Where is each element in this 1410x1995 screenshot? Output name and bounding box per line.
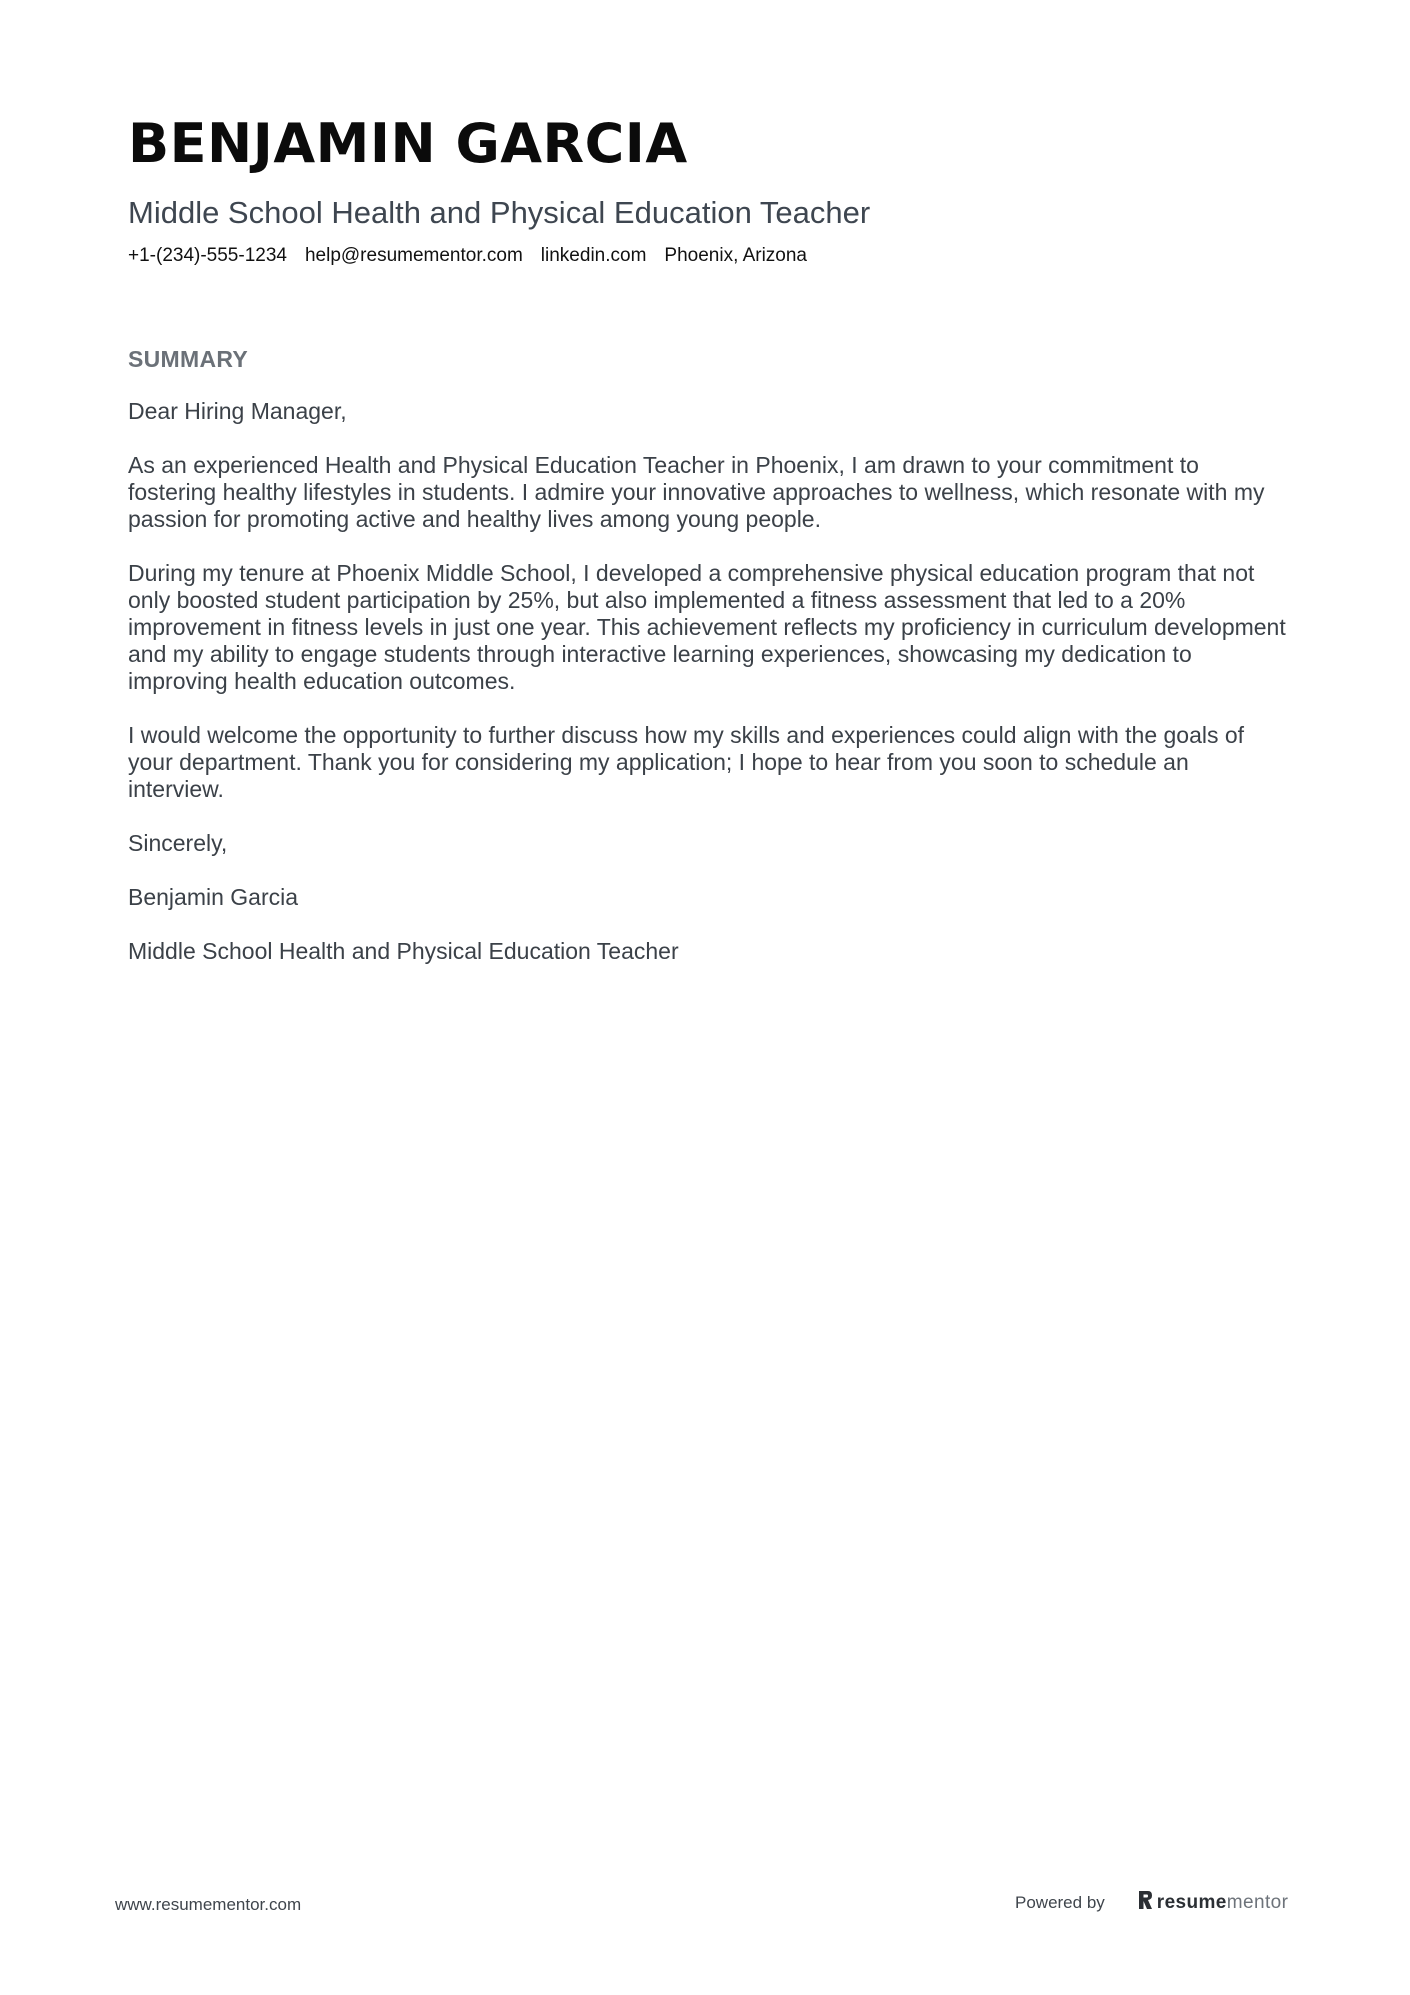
powered-by bbox=[1015, 1890, 1288, 1916]
contact-line bbox=[128, 244, 1288, 268]
salutation: Dear Hiring Manager, bbox=[128, 398, 347, 424]
section-title: SUMMARY bbox=[128, 346, 249, 372]
phone-number: +1-(234)-555-1234 bbox=[128, 245, 287, 266]
header bbox=[128, 112, 1288, 268]
candidate-name: BENJAMIN GARCIA bbox=[128, 112, 688, 175]
job-title: Middle School Health and Physical Education Teacher bbox=[128, 195, 871, 230]
location: Phoenix, Arizona bbox=[664, 245, 807, 266]
brand-name-strong: resume bbox=[1156, 1892, 1227, 1913]
linkedin-link[interactable]: linkedin.com bbox=[540, 245, 647, 266]
brand-logo[interactable] bbox=[1137, 1890, 1289, 1916]
closing: Sincerely, bbox=[128, 830, 228, 856]
body-paragraph: I would welcome the opportunity to further discuss how my skills and experiences could align with the goals of your department. Thank you for considering my application; I hope to hear from you soon to schedule an interview. bbox=[128, 722, 1245, 802]
powered-by-label: Powered by bbox=[1015, 1893, 1105, 1912]
signature-title: Middle School Health and Physical Education Teacher bbox=[128, 938, 679, 964]
letter-body bbox=[128, 398, 1288, 965]
body-paragraph: As an experienced Health and Physical Education Teacher in Phoenix, I am drawn to your commitment to fostering healthy lifestyles in students. I admire your innovative approaches to wellness, which resonate with my passion for promoting active and healthy lives among young people. bbox=[128, 452, 1265, 532]
resumementor-logo-icon bbox=[1137, 1890, 1153, 1916]
brand-name-light: mentor bbox=[1226, 1892, 1289, 1913]
summary-section bbox=[128, 344, 1288, 992]
email-address[interactable]: help@resumementor.com bbox=[304, 245, 523, 266]
footer-url[interactable]: www.resumementor.com bbox=[115, 1895, 302, 1914]
signature-name: Benjamin Garcia bbox=[128, 884, 299, 910]
body-paragraph: During my tenure at Phoenix Middle School, I developed a comprehensive physical education program that not only boosted student participation by 25%, but also implemented a fitness assessment that led to a 20% improvement in fitness levels in just one year. This achievement reflects my proficiency in curriculum development and my ability to engage students through interactive learning experiences, showcasing my dedication to improving health education outcomes. bbox=[128, 560, 1286, 694]
